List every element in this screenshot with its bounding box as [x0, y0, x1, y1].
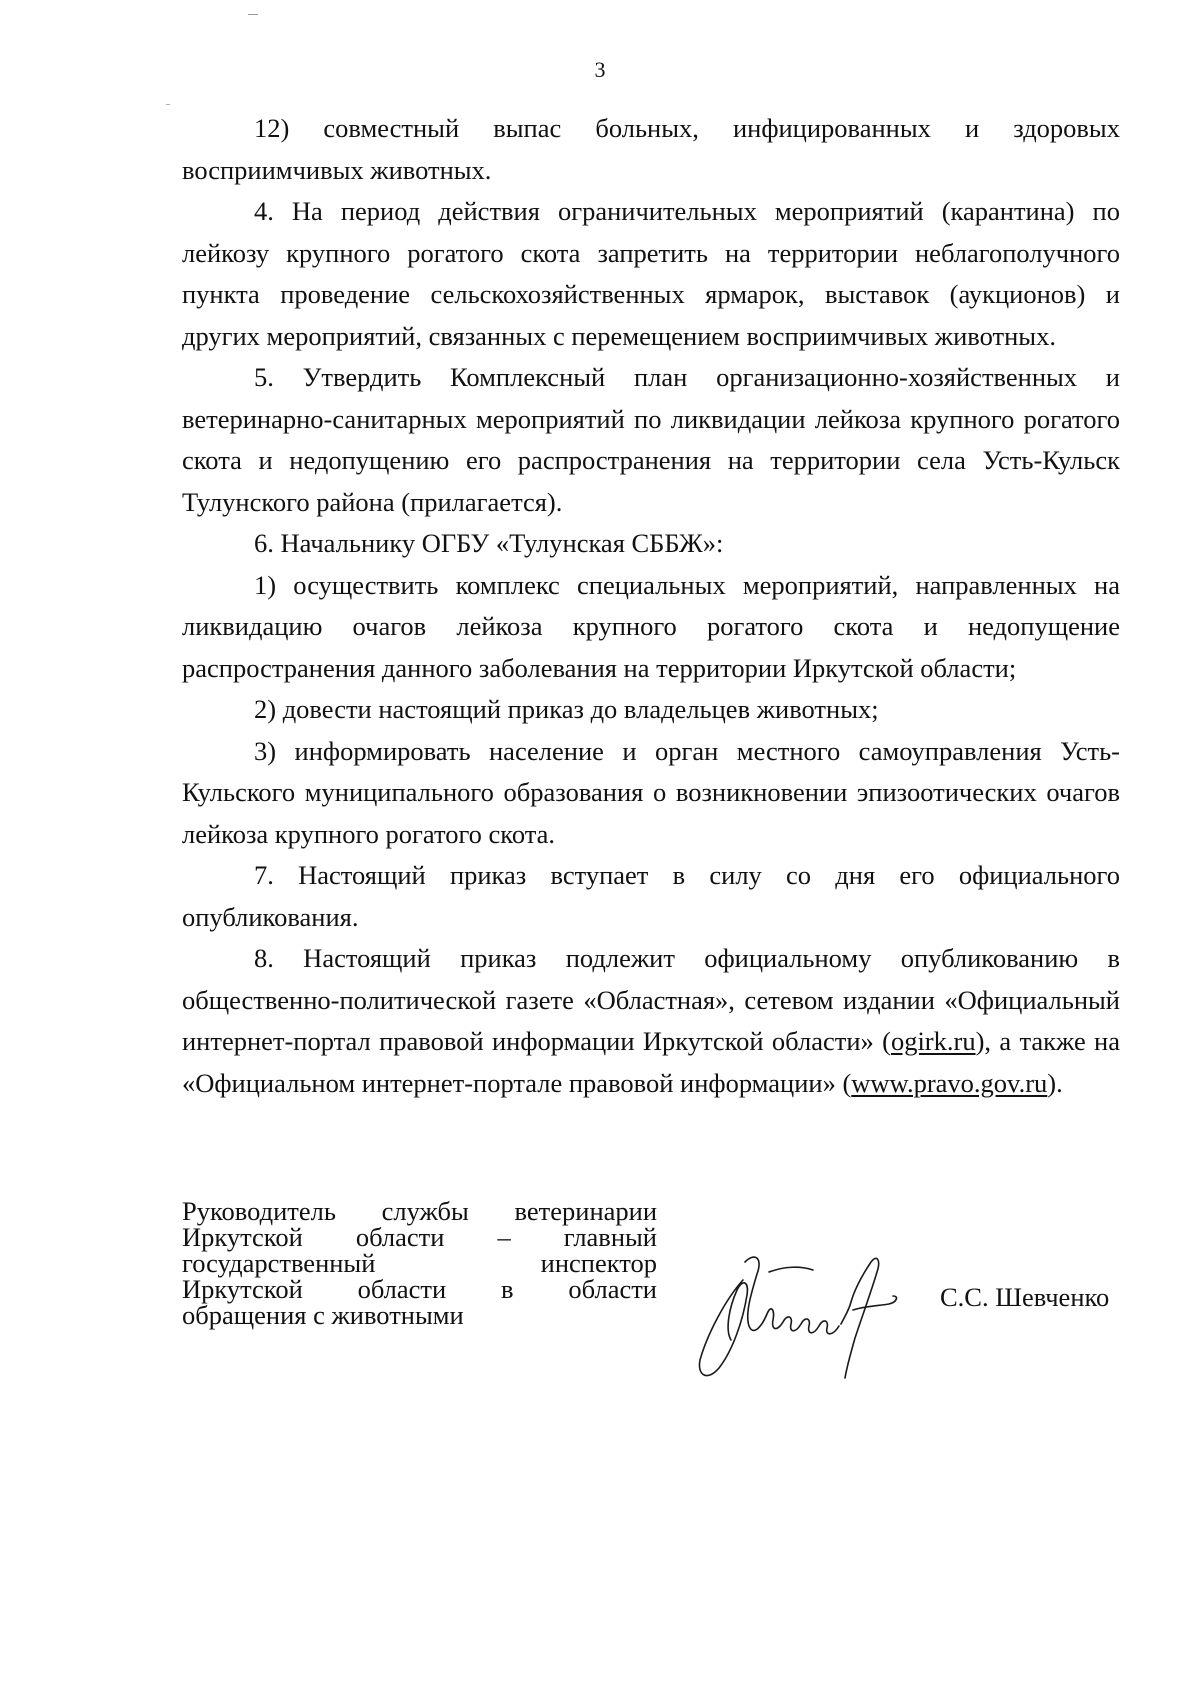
paragraph-6: 6. Начальнику ОГБУ «Тулунская СББЖ»: — [254, 528, 724, 558]
signer-name: С.С. Шевченко — [940, 1282, 1110, 1312]
document-body — [182, 108, 1120, 1104]
scan-mark — [166, 104, 170, 105]
signature-stroke — [769, 1267, 813, 1272]
ogirk-link[interactable]: ogirk.ru — [890, 1026, 976, 1056]
paragraph-6-item-2: 2) довести настоящий приказ до владельцев животных; — [254, 694, 879, 724]
title-word: инспектор — [540, 1248, 657, 1278]
signature-stroke — [699, 1280, 747, 1376]
paragraph-4: 4. На период действия ограничительных мероприятий (карантина) по лейкозу крупного рогатого скота запретить на территории неблагополучного пункта проведение сельскохозяйственных ярмарок, выставок (аукционов) и других мероприятий, связанных с перемещением восприимчивых животных. — [182, 196, 1120, 351]
title-word: – — [497, 1222, 511, 1252]
title-word: в — [501, 1274, 514, 1304]
signatory-title-line — [182, 1250, 657, 1276]
title-word: области — [355, 1222, 445, 1252]
paragraph-item-12: 12) совместный выпас больных, инфицированных и здоровых восприимчивых животных. — [182, 113, 1120, 185]
handwritten-signature — [685, 1240, 925, 1390]
title-word: государственный — [182, 1248, 376, 1278]
paragraph-8-text: ). — [1047, 1067, 1063, 1098]
title-word: области — [357, 1274, 447, 1304]
paragraph-6-item-1: 1) осуществить комплекс специальных мероприятий, направленных на ликвидацию очагов лейкоза крупного рогатого скота и недопущение распространения данного заболевания на территории Иркутской области; — [182, 569, 1120, 683]
title-word: Иркутской — [182, 1222, 303, 1252]
signatory-title — [182, 1198, 657, 1328]
title-word: обращения с животными — [182, 1300, 464, 1330]
paragraph-5: 5. Утвердить Комплексный план организационно-хозяйственных и ветеринарно-санитарных мероприятий по ликвидации лейкоза крупного рогатого скота и недопущению его распространения на территории села Усть-Кульск Тулунского района (прилагается). — [182, 362, 1120, 517]
pravo-link[interactable]: www.pravo.gov.ru — [851, 1067, 1048, 1098]
signatory-title-line — [182, 1302, 657, 1328]
signatory-title-line — [182, 1224, 657, 1250]
title-word: службы — [381, 1196, 469, 1226]
scan-mark — [248, 14, 258, 15]
paragraph-8-text: ), а также на «Официальном интернет-портале правовой информации» ( — [182, 1026, 1121, 1098]
page-number: 3 — [594, 57, 606, 82]
paragraph-8-text: 8. Настоящий приказ подлежит официальному опубликованию в общественно-политической газете «Областная», сетевом издании «Официальный интернет-портал правовой информации Иркутской области» ( — [182, 943, 1120, 1056]
title-word: главный — [563, 1222, 657, 1252]
signature-stroke — [853, 1296, 896, 1310]
signature-stroke — [745, 1257, 839, 1334]
paragraph-6-item-3: 3) информировать население и орган местного самоуправления Усть-Кульского муниципального образования о возникновении эпизоотических очагов лейкоза крупного рогатого скота. — [182, 735, 1120, 849]
title-word: ветеринарии — [514, 1196, 657, 1226]
signature-stroke — [841, 1258, 879, 1378]
signatory-title-line — [182, 1198, 657, 1224]
title-word: Иркутской — [182, 1274, 303, 1304]
signatory-title-line — [182, 1276, 657, 1302]
paragraph-7: 7. Настоящий приказ вступает в силу со дня его официального опубликования. — [182, 860, 1120, 932]
title-word: области — [568, 1274, 657, 1304]
paragraph-8 — [182, 938, 1120, 1104]
title-word: Руководитель — [182, 1196, 336, 1226]
